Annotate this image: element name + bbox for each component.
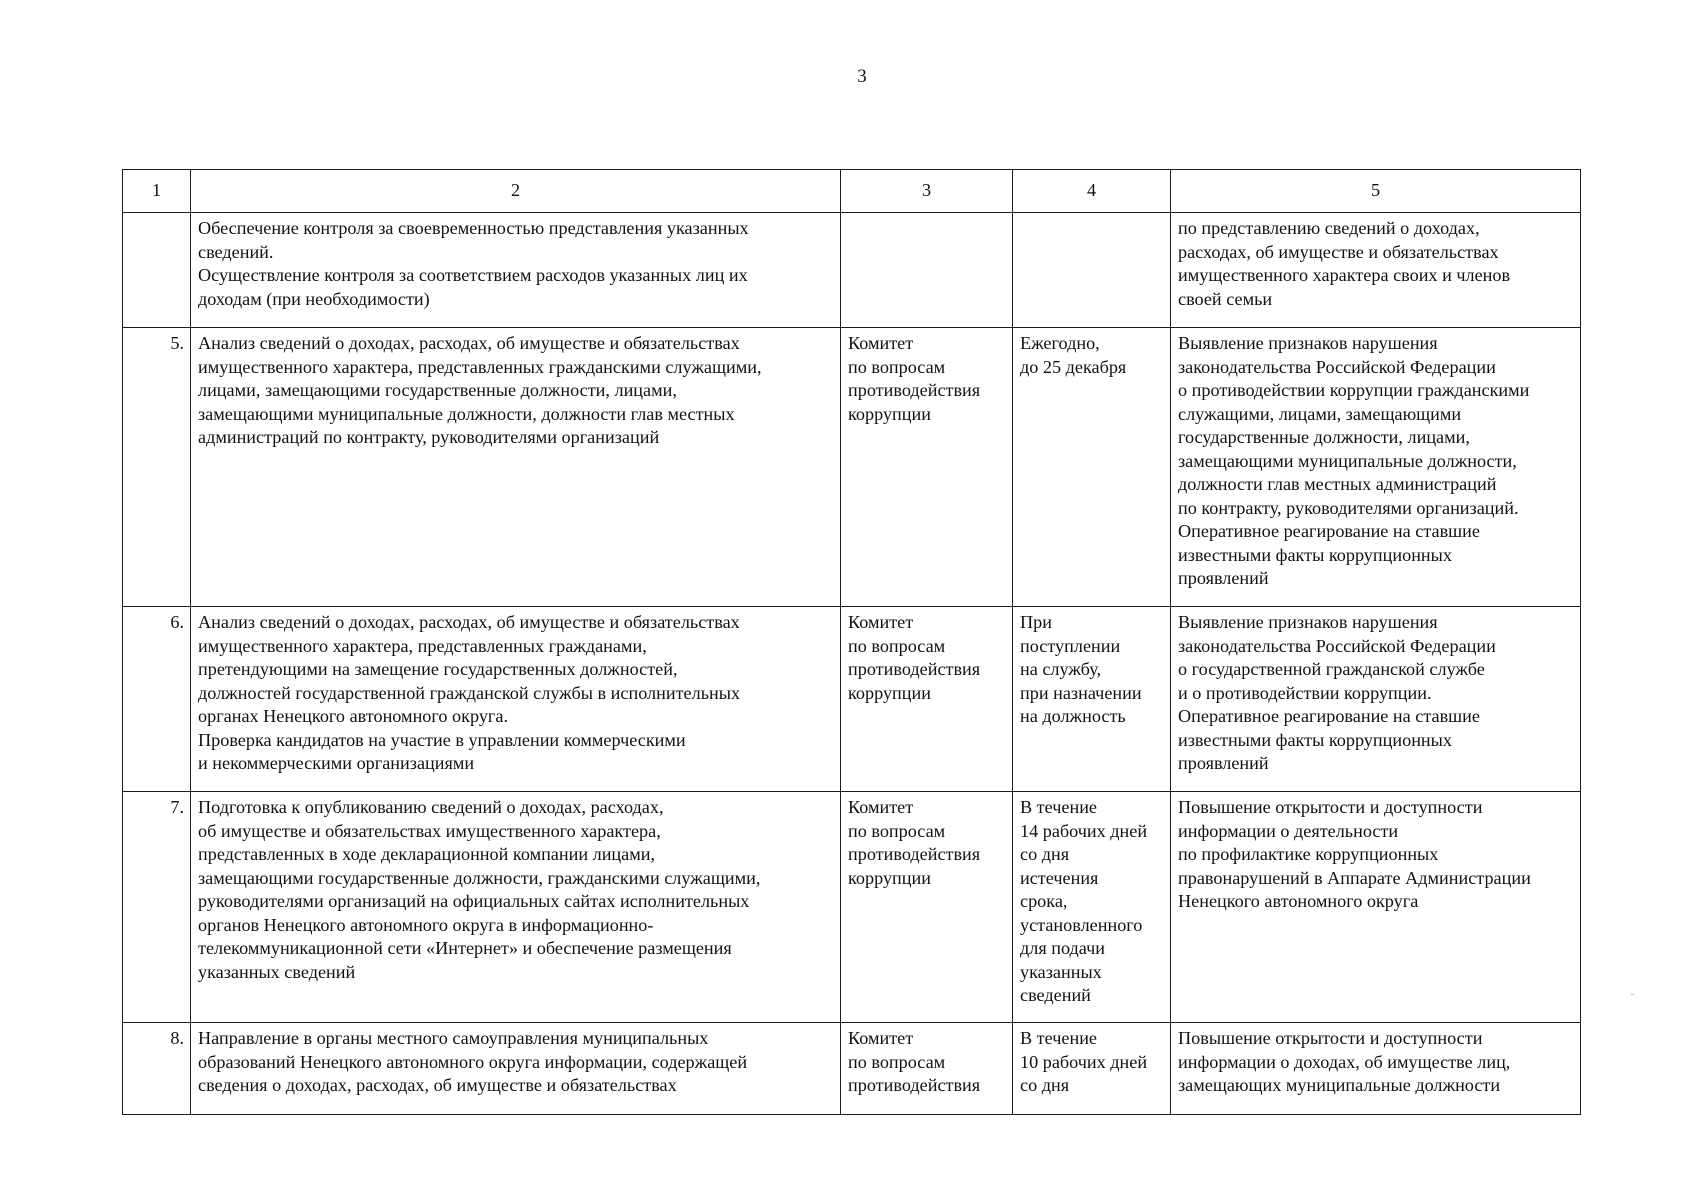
text-line: коррупции <box>848 682 931 703</box>
table-row <box>123 607 1581 792</box>
page-number: 3 <box>857 66 867 87</box>
text-line: претендующими на замещение государственных должностей, <box>198 659 678 679</box>
text-line: по вопросам <box>848 356 946 377</box>
text-line: имущественного характера, представленных гражданскими служащими, <box>198 356 762 377</box>
row-number: 8. <box>123 1023 191 1115</box>
text-line: сведений. <box>198 241 274 262</box>
text-line: по представлению сведений о доходах, <box>1178 218 1480 238</box>
text-line: Проверка кандидатов на участие в управлении коммерческими <box>198 729 686 750</box>
result-cell <box>1171 1023 1581 1115</box>
deadline-cell <box>1013 213 1171 328</box>
text-line: Комитет <box>848 333 914 353</box>
text-line: органов Ненецкого автономного округа в информационно- <box>198 914 654 935</box>
measure-cell <box>191 607 841 792</box>
text-line: по контракту, руководителями организаций. <box>1178 497 1519 518</box>
deadline-cell <box>1013 607 1171 792</box>
text-line: на должность <box>1020 706 1126 726</box>
result-cell <box>1171 792 1581 1023</box>
text-line: органах Ненецкого автономного округа. <box>198 706 508 726</box>
measure-cell <box>191 213 841 328</box>
text-line: по профилактике коррупционных <box>1178 844 1439 864</box>
text-line: доходам (при необходимости) <box>198 288 430 309</box>
text-line: замещающих муниципальные должности <box>1178 1075 1501 1095</box>
text-line: известными факты коррупционных <box>1178 729 1452 750</box>
scan-artifact <box>1631 994 1634 995</box>
deadline-cell <box>1013 792 1171 1023</box>
text-line: расходах, об имуществе и обязательствах <box>1178 241 1499 262</box>
text-line: известными факты коррупционных <box>1178 544 1452 565</box>
text-line: по вопросам <box>848 635 946 656</box>
text-line: и о противодействии коррупции. <box>1178 682 1432 703</box>
text-line: до 25 декабря <box>1020 356 1127 377</box>
text-line: имущественного характера, представленных гражданами, <box>198 635 647 656</box>
text-line: правонарушений в Аппарате Администрации <box>1178 867 1531 888</box>
text-line: замещающими муниципальные должности, должности глав местных <box>198 403 735 424</box>
result-cell <box>1171 213 1581 328</box>
text-line: Выявление признаков нарушения <box>1178 333 1438 353</box>
text-line: Повышение открытости и доступности <box>1178 1028 1483 1048</box>
text-line: должностей государственной гражданской службы в исполнительных <box>198 682 741 703</box>
text-line: информации о деятельности <box>1178 820 1399 841</box>
column-header-3: 3 <box>841 170 1013 213</box>
row-number: 7. <box>123 792 191 1023</box>
responsible-cell <box>841 1023 1013 1115</box>
column-header-2: 2 <box>191 170 841 213</box>
text-line: противодействия <box>848 380 981 400</box>
text-line: законодательства Российской Федерации <box>1178 635 1496 656</box>
measure-cell <box>191 328 841 607</box>
text-line: Оперативное реагирование на ставшие <box>1178 706 1480 726</box>
text-line: об имуществе и обязательствах имущественного характера, <box>198 820 661 841</box>
text-line: Повышение открытости и доступности <box>1178 797 1483 817</box>
deadline-cell <box>1013 328 1171 607</box>
table-row <box>123 328 1581 607</box>
text-line: Обеспечение контроля за своевременностью представления указанных <box>198 218 749 238</box>
responsible-cell <box>841 607 1013 792</box>
table-row <box>123 792 1581 1023</box>
text-line: Комитет <box>848 612 914 632</box>
text-line: со дня <box>1020 1075 1070 1095</box>
text-line: Комитет <box>848 797 914 817</box>
text-line: законодательства Российской Федерации <box>1178 356 1496 377</box>
text-line: поступлении <box>1020 635 1121 656</box>
text-line: при назначении <box>1020 682 1142 703</box>
text-line: противодействия <box>848 1075 981 1095</box>
text-line: проявлений <box>1178 753 1269 773</box>
result-cell <box>1171 328 1581 607</box>
text-line: о противодействии коррупции гражданскими <box>1178 380 1530 400</box>
text-line: своей семьи <box>1178 288 1273 309</box>
text-line: Оперативное реагирование на ставшие <box>1178 521 1480 541</box>
text-line: служащими, лицами, замещающими <box>1178 403 1462 424</box>
text-line: Комитет <box>848 1028 914 1048</box>
text-line: замещающими муниципальные должности, <box>1178 450 1517 471</box>
text-line: Ежегодно, <box>1020 333 1100 353</box>
text-line: противодействия <box>848 659 981 679</box>
text-line: государственные должности, лицами, <box>1178 427 1470 447</box>
text-line: администраций по контракту, руководителями организаций <box>198 427 660 447</box>
text-line: образований Ненецкого автономного округа информации, содержащей <box>198 1051 748 1072</box>
text-line: о государственной гражданской службе <box>1178 659 1485 679</box>
text-line: 14 рабочих дней <box>1020 820 1148 841</box>
text-line: противодействия <box>848 844 981 864</box>
measure-cell <box>191 1023 841 1115</box>
measure-cell <box>191 792 841 1023</box>
text-line: Ненецкого автономного округа <box>1178 891 1419 911</box>
table-header-row <box>123 170 1581 213</box>
text-line: В течение <box>1020 797 1098 817</box>
text-line: и некоммерческими организациями <box>198 753 475 773</box>
table-row <box>123 213 1581 328</box>
text-line: по вопросам <box>848 1051 946 1072</box>
text-line: коррупции <box>848 403 931 424</box>
column-header-1: 1 <box>123 170 191 213</box>
text-line: срока, <box>1020 891 1068 911</box>
column-header-5: 5 <box>1171 170 1581 213</box>
text-line: по вопросам <box>848 820 946 841</box>
result-cell <box>1171 607 1581 792</box>
text-line: проявлений <box>1178 568 1269 588</box>
text-line: представленных в ходе декларационной компании лицами, <box>198 844 656 864</box>
text-line: имущественного характера своих и членов <box>1178 265 1511 285</box>
row-number: 5. <box>123 328 191 607</box>
deadline-cell <box>1013 1023 1171 1115</box>
text-line: со дня <box>1020 844 1070 864</box>
text-line: для подачи <box>1020 938 1106 958</box>
text-line: Анализ сведений о доходах, расходах, об имуществе и обязательствах <box>198 612 740 632</box>
text-line: руководителями организаций на официальных сайтах исполнительных <box>198 891 750 911</box>
text-line: коррупции <box>848 867 931 888</box>
row-number: 6. <box>123 607 191 792</box>
column-header-4: 4 <box>1013 170 1171 213</box>
text-line: Выявление признаков нарушения <box>1178 612 1438 632</box>
row-number <box>123 213 191 328</box>
text-line: должности глав местных администраций <box>1178 474 1497 494</box>
text-line: лицами, замещающими государственные должности, лицами, <box>198 380 677 400</box>
text-line: сведений <box>1020 985 1091 1005</box>
text-line: Анализ сведений о доходах, расходах, об имуществе и обязательствах <box>198 333 740 353</box>
plan-table <box>122 169 1581 1115</box>
text-line: Осуществление контроля за соответствием расходов указанных лиц их <box>198 265 748 285</box>
text-line: замещающими государственные должности, гражданскими служащими, <box>198 867 761 888</box>
responsible-cell <box>841 792 1013 1023</box>
text-line: указанных сведений <box>198 961 356 982</box>
table-row <box>123 1023 1581 1115</box>
text-line: указанных <box>1020 961 1102 982</box>
text-line: Направление в органы местного самоуправления муниципальных <box>198 1028 709 1048</box>
responsible-cell <box>841 328 1013 607</box>
text-line: истечения <box>1020 867 1099 888</box>
text-line: на службу, <box>1020 659 1102 679</box>
text-line: сведения о доходах, расходах, об имуществе и обязательствах <box>198 1075 677 1095</box>
text-line: 10 рабочих дней <box>1020 1051 1148 1072</box>
responsible-cell <box>841 213 1013 328</box>
text-line: установленного <box>1020 914 1143 935</box>
text-line: В течение <box>1020 1028 1098 1048</box>
text-line: При <box>1020 612 1052 632</box>
text-line: информации о доходах, об имуществе лиц, <box>1178 1051 1511 1072</box>
text-line: Подготовка к опубликованию сведений о доходах, расходах, <box>198 797 664 817</box>
text-line: телекоммуникационной сети «Интернет» и обеспечение размещения <box>198 938 732 958</box>
